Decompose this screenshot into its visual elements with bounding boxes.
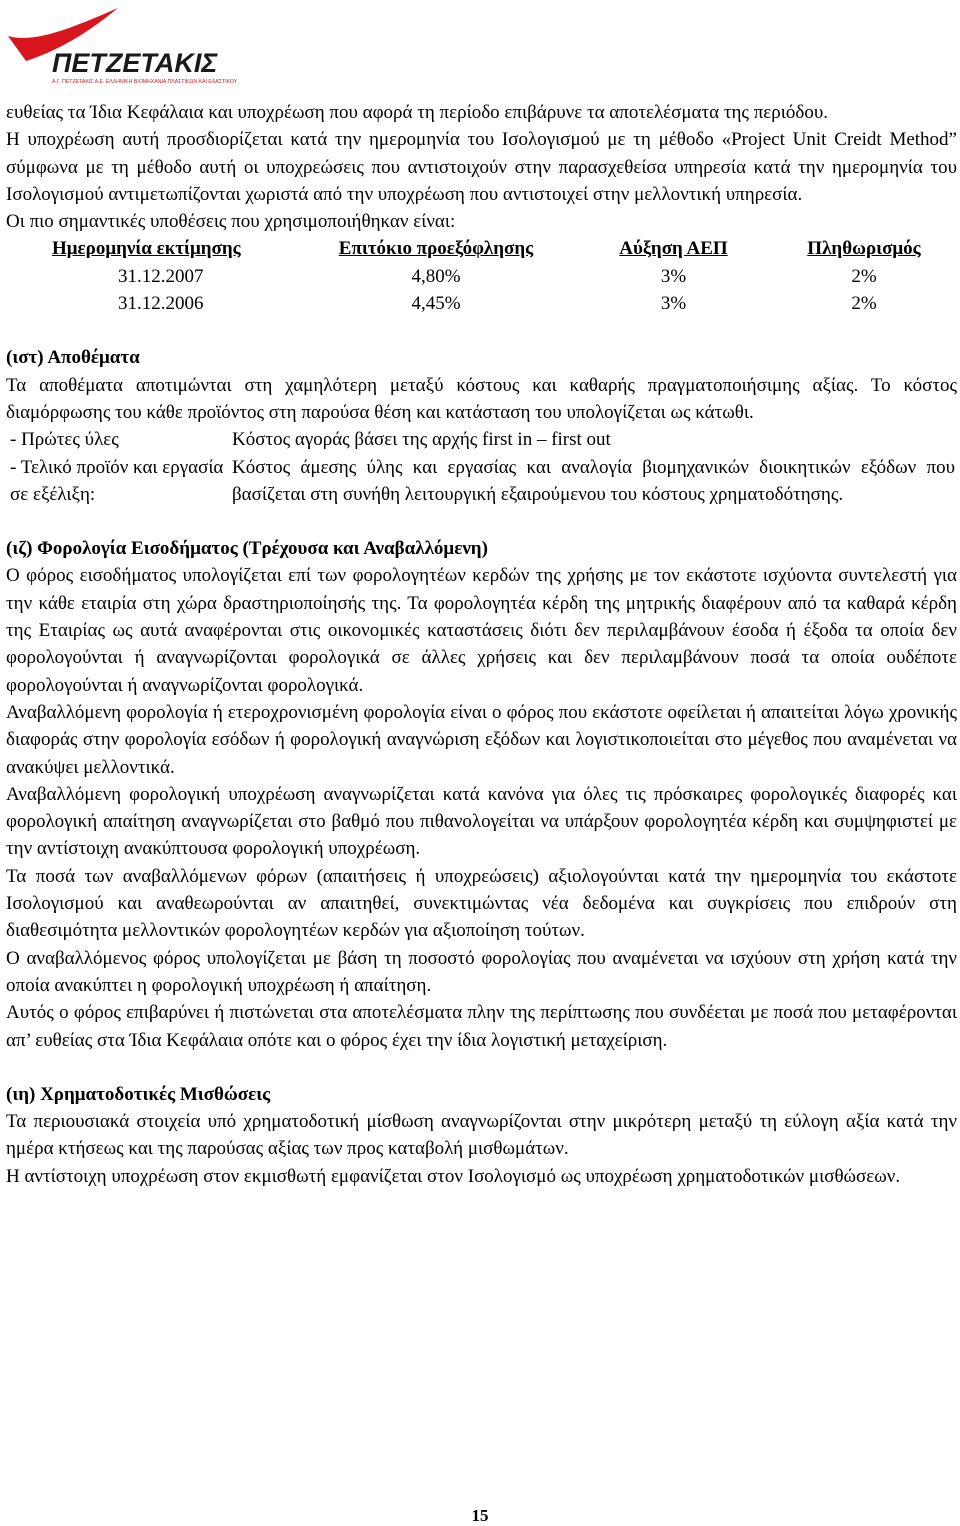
leases-paragraph: Τα περιουσιακά στοιχεία υπό χρηματοδοτική μίσθωση αναγνωρίζονται στην μικρότερη μεταξύ τη εύλογη αξία κατά την ημέρα κτήσεως και της παρούσας αξίας των προς καταβολή μισθωμάτων. — [6, 1111, 957, 1160]
assumptions-cell: 31.12.2006 — [118, 293, 204, 315]
assumptions-col-gdp: Αύξηση ΑΕΠ — [619, 238, 728, 260]
leases-heading: (ιη) Χρηματοδοτικές Μισθώσεις — [6, 1083, 271, 1105]
inventory-item-value: Κόστος αγοράς βάσει της αρχής first in – first out — [232, 429, 611, 451]
assumptions-col-inflation: Πληθωρισμός — [807, 238, 921, 260]
assumptions-cell: 2% — [851, 265, 877, 287]
intro-paragraph-1: ευθείας τα Ίδια Κεφάλαια και υποχρέωση που αφορά τη περίοδο επιβάρυνε τα αποτελέσματα της περιόδου. — [6, 102, 828, 123]
inventory-cost-list — [6, 426, 957, 508]
document-body — [6, 99, 957, 1190]
logo-subtext: Α.Γ. ΠΕΤΖΕΤΑΚΙΣ Α.Ε. ΕΛΛΗΝΙΚΗ ΒΙΟΜΗΧΑΝΙΑ ΠΛΑΣΤΙΚΩΝ ΚΑΙ ΕΛΑΣΤΙΚΟΥ — [52, 79, 238, 85]
tax-paragraph: Τα ποσά των αναβαλλόμενων φόρων (απαιτήσεις ή υποχρεώσεις) αξιολογούνται κατά την ημερομηνία του εκάστοτε Ισολογισμού και αναθεωρούνται αν απαιτηθεί, συνεκτιμώντας νέα δεδομένα και συγκρίσεις που επιδρούν στη διαθεσιμότητα μελλοντικών φορολογητέων κερδών για αξιοποίηση τούτων. — [6, 865, 957, 942]
logo-text: ΠΕΤΖΕΤΑΚΙΣ — [52, 48, 218, 78]
leases-paragraph: Η αντίστοιχη υποχρέωση στον εκμισθωτή εμφανίζεται στον Ισολογισμό ως υποχρέωση χρηματοδοτικών μισθώσεων. — [6, 1165, 901, 1187]
inventory-item-label: - Πρώτες ύλες — [10, 429, 119, 451]
tax-paragraph: Αναβαλλόμενη φορολογική υποχρέωση αναγνωρίζεται κατά κανόνα για όλες τις πρόσκαιρες φορολογικές διαφορές και φορολογική απαίτηση αναγνωρίζεται στο βαθμό που πιθανολογείται να υπάρξουν φορολογητέα κέρδη και συμψηφιστεί με την αντίστοιχη ανακύπτουσα φορολογική υποχρέωση. — [6, 783, 957, 860]
tax-paragraph: Ο φόρος εισοδήματος υπολογίζεται επί των φορολογητέων κερδών της χρήσης με τον εκάστοτε ισχύοντα συντελεστή για την κάθε εταιρία στη χώρα δραστηριοποίησής της. Τα φορολογητέα κέρδη της μητρικής διαφέρουν από τα καθαρά κέρδη της Εταιρίας ως αυτά αναφέρονται στις οικονομικές καταστάσεις διότι δεν περιλαμβάνουν έσοδα ή έξοδα τα οποία δεν φορολογούνται ή αναγνωρίζονται φορολογικά σε άλλες χρήσεις και δεν περιλαμβάνουν ποσά τα οποία ουδέποτε φορολογούνται ή αναγνωρίζονται φορολογικά. — [6, 565, 957, 696]
tax-heading: (ιζ) Φορολογία Εισοδήματος (Τρέχουσα και Αναβαλλόμενη) — [6, 538, 488, 560]
assumptions-cell: 3% — [660, 265, 687, 287]
tax-paragraph: Αυτός ο φόρος επιβαρύνει ή πιστώνεται στα αποτελέσματα πλην της περίπτωσης που συνδέεται με ποσά που μεταφέρονται απ’ ευθείας στα Ίδια Κεφάλαια οπότε και ο φόρος έχει την ίδια λογιστική μεταχείριση. — [6, 1002, 957, 1051]
assumptions-row — [6, 263, 957, 290]
company-logo — [6, 6, 246, 86]
assumptions-cell: 4,45% — [411, 293, 461, 315]
intro-paragraph-3: Οι πιο σημαντικές υποθέσεις που χρησιμοποιήθηκαν είναι: — [6, 211, 456, 233]
page-number: 15 — [471, 1506, 489, 1525]
inventory-heading: (ιστ) Αποθέματα — [6, 347, 140, 369]
tax-paragraph: Αναβαλλόμενη φορολογία ή ετεροχρονισμένη φορολογία είναι ο φόρος που εκάστοτε οφείλεται ή απαιτείται λόγω χρονικής διαφοράς στην φορολογία εσόδων ή φορολογική αναγνώριση εξόδων και λογιστικοποιείται στο μέγεθος που αναμένεται να ανακύψει μελλοντικά. — [6, 701, 957, 778]
inventory-item-value: Κόστος άμεσης ύλης και εργασίας και αναλογία βιομηχανικών διοικητικών εξόδων που βασίζεται στη συνήθη λειτουργική εξαιρούμενου του κόστους χρηματοδότησης. — [232, 456, 955, 505]
intro-paragraph-2: Η υποχρέωση αυτή προσδιορίζεται κατά την ημερομηνία του Ισολογισμού με τη μέθοδο «Project Unit Creidt Method” σύμφωνα με τη μέθοδο αυτή οι υποχρεώσεις που αντιστοιχούν στην παρασχεθείσα υπηρεσία κατά την ημερομηνία του Ισολογισμού αντιμετωπίζονται χωριστά από την υποχρέωση που αντιστοιχεί στην μελλοντική υπηρεσία. — [6, 129, 957, 205]
assumptions-cell: 3% — [660, 293, 687, 315]
assumptions-row — [6, 290, 957, 317]
inventory-item-label: - Τελικό προϊόν και εργασία σε εξέλιξη: — [10, 456, 224, 505]
inventory-paragraph: Τα αποθέματα αποτιμώνται στη χαμηλότερη μεταξύ κόστους και καθαρής πραγματοποιήσιμης αξίας. Το κόστος διαμόρφωσης του κάθε προϊόντος στη παρούσα θέση και κατάσταση του υπολογίζεται ως κάτωθι. — [6, 374, 957, 423]
logo-swoosh-icon — [6, 6, 246, 86]
tax-paragraph: Ο αναβαλλόμενος φόρος υπολογίζεται με βάση τη ποσοστό φορολογίας που αναμένεται να ισχύουν στη χρήση κατά την οποία ανακύπτει η φορολογική υποχρέωση ή απαίτηση. — [6, 947, 957, 996]
assumptions-col-discount: Επιτόκιο προεξόφλησης — [338, 238, 534, 260]
assumptions-col-date: Ημερομηνία εκτίμησης — [52, 238, 241, 260]
assumptions-header — [6, 235, 957, 262]
assumptions-cell: 2% — [851, 293, 877, 315]
assumptions-cell: 31.12.2007 — [118, 265, 204, 287]
assumptions-cell: 4,80% — [411, 265, 461, 287]
